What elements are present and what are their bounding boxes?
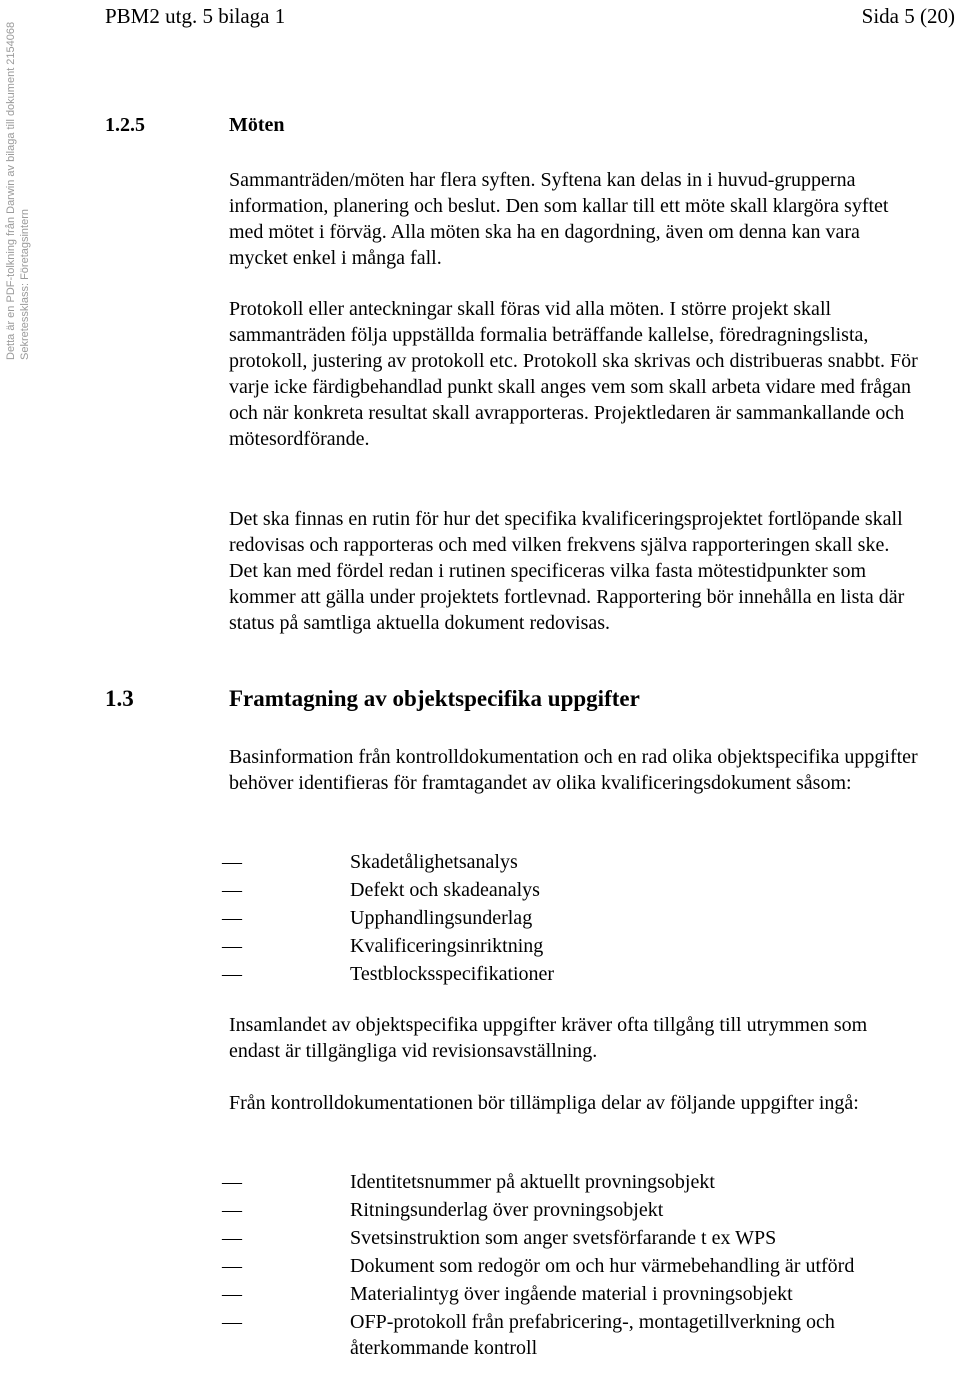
list-item-text: Upphandlingsunderlag: [350, 907, 533, 929]
section-number: 1.2.5: [105, 114, 145, 136]
page-header: [105, 4, 955, 36]
dash-bullet: —: [222, 1311, 242, 1333]
list-item: [222, 1169, 922, 1195]
dash-bullet: —: [222, 935, 242, 957]
list-item: [222, 1281, 922, 1307]
dash-bullet: —: [222, 1227, 242, 1249]
watermark-line-1: Detta är en PDF-tolkning från Darwin av bilaga till dokument 2154068: [5, 21, 17, 360]
dash-bullet: —: [222, 963, 242, 985]
paragraph: Protokoll eller anteckningar skall föras vid alla möten. I större projekt skall sammanträden följa uppställda formalia beträffande kallelse, föredragningslista, protokoll, justering av protokoll etc. Protokoll ska skrivas och distribueras snabbt. För varje icke färdigbehandlad punkt skall anges vem som skall arbeta vidare med frågan och när konkreta resultat skall avrapporteras. Projektledaren är sammankallande och mötesordförande.: [229, 298, 918, 450]
dash-bullet: —: [222, 879, 242, 901]
document-type-list: [222, 849, 922, 989]
document-id: PBM2 utg. 5 bilaga 1: [105, 4, 286, 28]
section-title: Möten: [229, 114, 285, 136]
list-item-text: Identitetsnummer på aktuellt provningsobjekt: [350, 1171, 715, 1193]
list-item-text: Dokument som redogör om och hur värmebehandling är utförd: [350, 1255, 855, 1277]
list-item: [222, 1253, 922, 1279]
list-item: [222, 877, 922, 903]
list-item: [222, 1309, 922, 1361]
list-item-text: OFP-protokoll från prefabricering-, montagetillverkning och återkommande kontroll: [350, 1311, 835, 1359]
section-number: 1.3: [105, 686, 134, 711]
paragraph: Från kontrolldokumentationen bör tillämpliga delar av följande uppgifter ingå:: [229, 1092, 859, 1114]
section-title: Framtagning av objektspecifika uppgifter: [229, 686, 640, 711]
list-item-text: Defekt och skadeanalys: [350, 879, 540, 901]
dash-bullet: —: [222, 907, 242, 929]
paragraph: Det ska finnas en rutin för hur det specifika kvalificeringsprojektet fortlöpande skall redovisas och rapporteras och med vilken frekvens själva rapporteringen skall ske. Det kan med fördel redan i rutinen specificeras vilka fasta mötestidpunkter som kommer att gälla under projektets fortlevnad. Rapportering bör innehålla en lista där status på samtliga aktuella dokument redovisas.: [229, 508, 905, 634]
list-item: [222, 961, 922, 987]
list-item: [222, 1197, 922, 1223]
documentation-items-list: [222, 1169, 922, 1363]
watermark-line-2: Sekretessklass: Företagsintern: [19, 208, 31, 360]
list-item-text: Kvalificeringsinriktning: [350, 935, 544, 957]
list-item: [222, 849, 922, 875]
paragraph: Sammanträden/möten har flera syften. Syftena kan delas in i huvud-grupperna information, planering och beslut. Den som kallar till ett möte skall klargöra syftet med mötet i förväg. Alla möten ska ha en dagordning, även om denna kan vara mycket enkel i många fall.: [229, 169, 889, 269]
dash-bullet: —: [222, 1199, 242, 1221]
list-item-text: Svetsinstruktion som anger svetsförfarande t ex WPS: [350, 1227, 777, 1249]
paragraph: Insamlandet av objektspecifika uppgifter kräver ofta tillgång till utrymmen som endast är tillgängliga vid revisionsavställning.: [229, 1014, 868, 1062]
list-item-text: Ritningsunderlag över provningsobjekt: [350, 1199, 664, 1221]
list-item-text: Materialintyg över ingående material i provningsobjekt: [350, 1283, 793, 1305]
confidentiality-watermark: [4, 10, 34, 360]
dash-bullet: —: [222, 1171, 242, 1193]
list-item: [222, 1225, 922, 1251]
list-item-text: Testblocksspecifikationer: [350, 963, 555, 985]
page-number: Sida 5 (20): [861, 4, 955, 28]
dash-bullet: —: [222, 851, 242, 873]
dash-bullet: —: [222, 1255, 242, 1277]
paragraph: Basinformation från kontrolldokumentation och en rad olika objektspecifika uppgifter behöver identifieras för framtagandet av olika kvalificeringsdokument såsom:: [229, 746, 918, 794]
list-item-text: Skadetålighetsanalys: [350, 851, 518, 873]
list-item: [222, 905, 922, 931]
dash-bullet: —: [222, 1283, 242, 1305]
list-item: [222, 933, 922, 959]
